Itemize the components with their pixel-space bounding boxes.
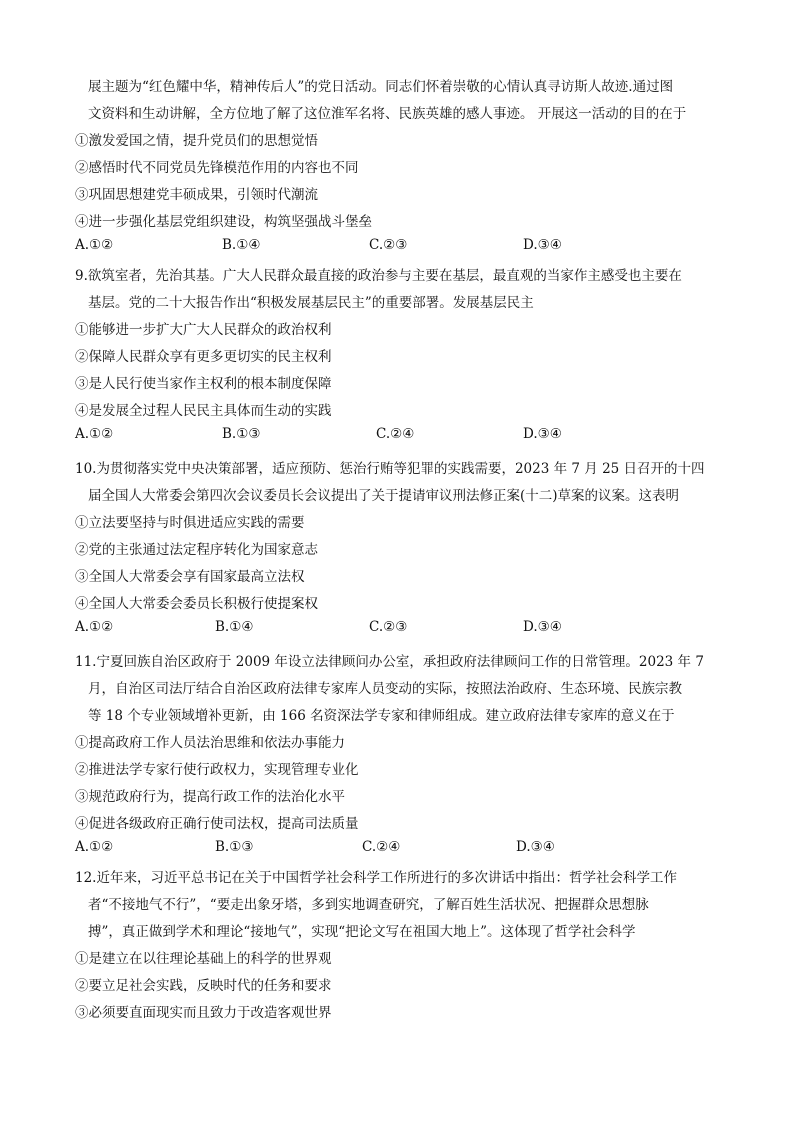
- q8-stem-line-2: 文资料和生动讲解，全方位地了解了这位淮军名将、民族英雄的感人事迹。 开展这一活动的目的在于: [88, 106, 687, 122]
- q11-stem-line-2: 月，自治区司法厅结合自治区政府法律专家库人员变动的实际，按照法治政府、生态环境、民族宗教: [88, 681, 682, 697]
- q12-stem-line-2: 者“不接地气不行”，“要走出象牙塔，多到实地调查研究，了解百姓生活状况、把握群众思想脉: [88, 897, 649, 913]
- q11-stem-line-1: 11.宁夏回族自治区政府于 2009 年设立法律顾问办公室，承担政府法律顾问工作的日常管理。2023 年 7: [75, 654, 704, 670]
- q8-item-3: ③巩固思想建党丰硕成果，引领时代潮流: [75, 187, 318, 203]
- q11-item-3: ③规范政府行为，提高行政工作的法治化水平: [75, 789, 345, 805]
- q12-item-3: ③必须要直面现实而且致力于改造客观世界: [75, 1005, 332, 1021]
- q9-option-b: B.①③: [222, 426, 261, 442]
- q8-option-c: C.②③: [369, 237, 408, 253]
- q11-option-d: D.③④: [516, 839, 555, 855]
- q9-stem-line-1: 9.欲筑室者，先治其基。广大人民群众最直接的政治参与主要在基层，最直观的当家作主感受也主要在: [75, 268, 682, 284]
- q8-stem-line-1: 展主题为“红色耀中华，精神传后人”的党日活动。同志们怀着崇敬的心情认真寻访斯人故迹.通过图: [88, 79, 674, 95]
- q10-item-2: ②党的主张通过法定程序转化为国家意志: [75, 542, 318, 558]
- q9-item-4: ④是发展全过程人民民主具体而生动的实践: [75, 403, 332, 419]
- q9-item-1: ①能够进一步扩大广大人民群众的政治权利: [75, 322, 332, 338]
- q9-item-3: ③是人民行使当家作主权利的根本制度保障: [75, 376, 332, 392]
- q12-item-1: ①是建立在以往理论基础上的科学的世界观: [75, 951, 332, 967]
- q12-item-2: ②要立足社会实践，反映时代的任务和要求: [75, 978, 332, 994]
- q10-item-3: ③全国人大常委会享有国家最高立法权: [75, 569, 305, 585]
- q9-option-a: A.①②: [75, 426, 114, 442]
- q8-item-4: ④进一步强化基层党组织建设，构筑坚强战斗堡垒: [75, 214, 372, 230]
- q8-item-1: ①激发爱国之情，提升党员们的思想觉悟: [75, 133, 318, 149]
- q11-option-c: C.②④: [362, 839, 401, 855]
- q9-item-2: ②保障人民群众享有更多更切实的民主权利: [75, 349, 332, 365]
- q8-item-2: ②感悟时代不同党员先锋模范作用的内容也不同: [75, 160, 359, 176]
- q10-option-d: D.③④: [523, 619, 562, 635]
- q12-stem-line-1: 12.近年来，习近平总书记在关于中国哲学社会科学工作所进行的多次讲话中指出：哲学社会科学工作: [75, 870, 677, 886]
- q10-option-a: A.①②: [75, 619, 114, 635]
- q11-option-b: B.①③: [215, 839, 254, 855]
- q12-stem-line-3: 搏”，真正做到学术和理论“接地气”，实现“把论文写在祖国大地上”。这体现了哲学社会科学: [88, 924, 636, 940]
- q11-option-a: A.①②: [75, 839, 114, 855]
- q8-option-b: B.①④: [222, 237, 261, 253]
- q9-option-c: C.②④: [376, 426, 415, 442]
- q9-option-d: D.③④: [523, 426, 562, 442]
- q11-stem-line-3: 等 18 个专业领域增补更新，由 166 名资深法学专家和律师组成。建立政府法律专家库的意义在于: [88, 708, 675, 724]
- q8-option-a: A.①②: [75, 237, 114, 253]
- q11-item-4: ④促进各级政府正确行使司法权，提高司法质量: [75, 816, 359, 832]
- q10-option-b: B.①④: [215, 619, 254, 635]
- q10-item-1: ①立法要坚持与时俱进适应实践的需要: [75, 515, 305, 531]
- q11-item-2: ②推进法学专家行使行政权力，实现管理专业化: [75, 762, 359, 778]
- q10-stem-line-2: 届全国人大常委会第四次会议委员长会议提出了关于提请审议刑法修正案(十二)草案的议案。这表明: [88, 488, 680, 504]
- q10-stem-line-1: 10.为贯彻落实党中央决策部署，适应预防、惩治行贿等犯罪的实践需要，2023 年 7 月 25 日召开的十四: [75, 461, 705, 477]
- q9-stem-line-2: 基层。党的二十大报告作出“积极发展基层民主”的重要部署。发展基层民主: [88, 295, 534, 311]
- q10-item-4: ④全国人大常委会委员长积极行使提案权: [75, 596, 318, 612]
- q8-option-d: D.③④: [523, 237, 562, 253]
- q11-item-1: ①提高政府工作人员法治思维和依法办事能力: [75, 735, 345, 751]
- q10-option-c: C.②③: [369, 619, 408, 635]
